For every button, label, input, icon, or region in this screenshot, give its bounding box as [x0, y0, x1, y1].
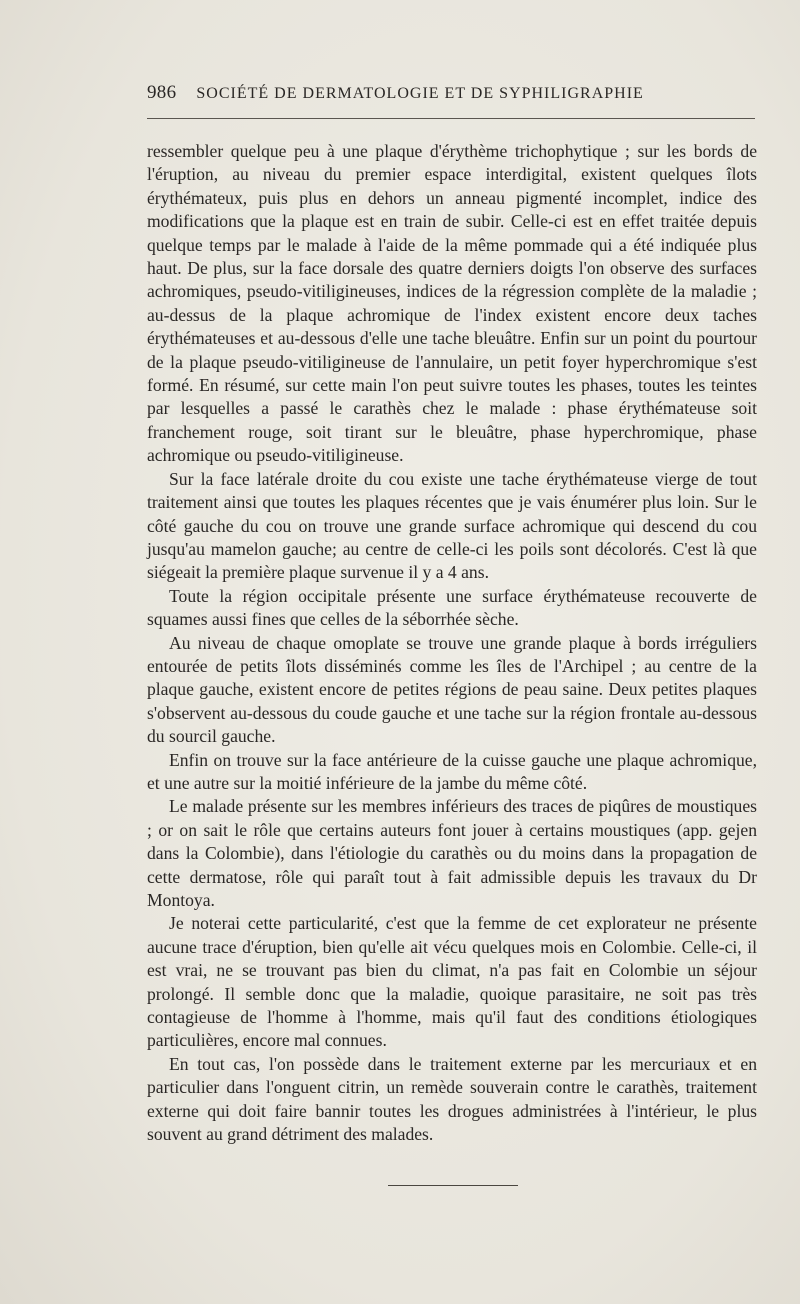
paragraph-5: Enfin on trouve sur la face antérieure de la cuisse gauche une plaque achromique, et une autre sur la moitié inférieure de la jambe du même côté. — [147, 749, 757, 793]
paragraph-1: ressembler quelque peu à une plaque d'érythème trichophytique ; sur les bords de l'éruption, au niveau du premier espace interdigital, existent quelques îlots érythémateux, puis plus en dehors un anneau pigmenté incomplet, indice des modifications que la plaque est en train de subir. Celle-ci est en effet traitée depuis quelque temps par le malade à l'aide de la même pommade qui a été indiquée plus haut. De plus, sur la face dorsale des quatre derniers doigts l'on observe des surfaces achromiques, pseudo-vitiligineuses, indices de la régression complète de la maladie ; au-dessus de la plaque achromique de l'index existent encore deux taches érythémateuses et au-dessous d'elle une tache bleuâtre. Enfin sur un point du pourtour de la plaque pseudo-vitiligineuse de l'annulaire, un petit foyer hyperchromique s'est formé. En résumé, sur cette main l'on peut suivre toutes les phases, toutes les teintes par lesquelles a passé le carathès chez le malade : phase érythémateuse soit franchement rouge, soit tirant sur le bleuâtre, phase hyperchromique, phase achromique ou pseudo-vitiligineuse. — [147, 141, 757, 466]
paragraph-8: En tout cas, l'on possède dans le traitement externe par les mercuriaux et en particulier dans l'onguent citrin, un remède souverain contre le carathès, traitement externe qui doit faire bannir toutes les drogues administrées à l'intérieur, le plus souvent au grand détriment des malades. — [147, 1053, 757, 1145]
body-text — [147, 140, 757, 1146]
paragraph-7: Je noterai cette particularité, c'est que la femme de cet explorateur ne présente aucune trace d'éruption, bien qu'elle ait vécu quelques mois en Colombie. Celle-ci, il est vrai, ne se trouvant pas bien du climat, n'a pas fait en Colombie un séjour prolongé. Il semble donc que la maladie, quoique parasitaire, ne soit pas très contagieuse de l'homme à l'homme, mais qu'il faut des conditions étiologiques particulières, encore mal connues. — [147, 913, 757, 1051]
footer-rule — [388, 1185, 518, 1186]
paragraph-2: Sur la face latérale droite du cou existe une tache érythémateuse vierge de tout traitement ainsi que toutes les plaques récentes que je vais énumérer plus loin. Sur le côté gauche du cou on trouve une grande surface achromique qui descend du cou jusqu'au mamelon gauche; au centre de celle-ci les poils sont décolorés. C'est là que siégeait la première plaque survenue il y a 4 ans. — [147, 468, 757, 583]
paragraph-4: Au niveau de chaque omoplate se trouve une grande plaque à bords irréguliers entourée de petits îlots disséminés comme les îles de l'Archipel ; au centre de la plaque gauche, existent encore de petites régions de peau saine. Deux petites plaques s'observent au-dessous du coude gauche et une tache sur la région frontale au-dessous du sourcil gauche. — [147, 632, 757, 747]
page-number: 986 — [147, 82, 177, 103]
paragraph-3: Toute la région occipitale présente une surface érythémateuse recouverte de squames aussi fines que celles de la séborrhée sèche. — [147, 585, 757, 630]
running-header — [147, 82, 755, 104]
running-title: SOCIÉTÉ DE DERMATOLOGIE ET DE SYPHILIGRAPHIE — [196, 85, 644, 102]
header-rule — [147, 118, 755, 119]
paragraph-6: Le malade présente sur les membres inférieurs des traces de piqûres de moustiques ; or on sait le rôle que certains auteurs font jouer à certains moustiques (app. gejen dans la Colombie), dans l'étiologie du carathès ou du moins dans la propagation de cette dermatose, rôle qui paraît tout à fait admissible depuis les travaux du Dr Montoya. — [147, 796, 757, 910]
